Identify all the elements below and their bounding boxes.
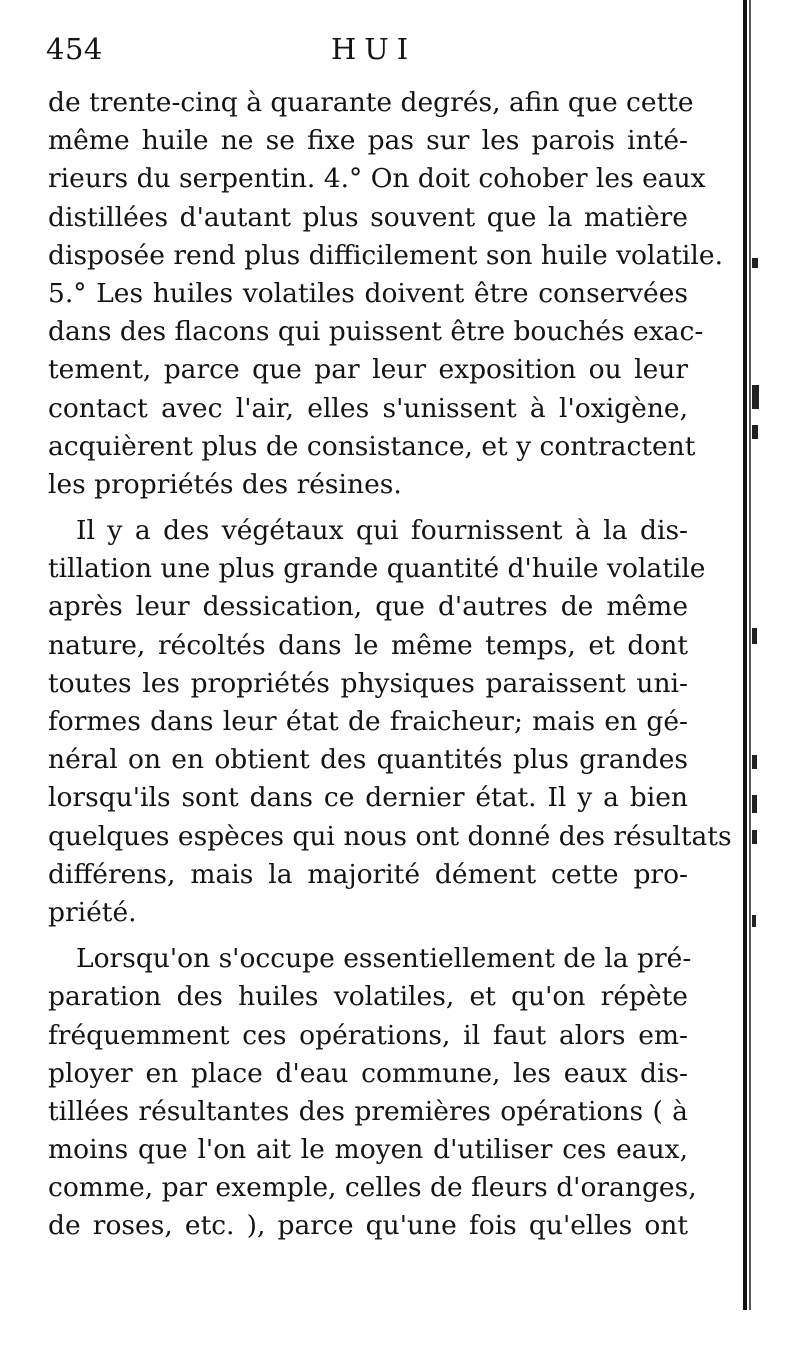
text-line: même huile ne se fixe pas sur les parois inté- xyxy=(48,125,688,157)
bleed-through-mark xyxy=(752,795,757,813)
text-line: distillées d'autant plus souvent que la matière xyxy=(48,201,688,233)
text-line: néral on en obtient des quantités plus grandes xyxy=(48,744,688,776)
bleed-through-mark xyxy=(752,628,757,644)
text-line: rieurs du serpentin. 4.° On doit cohober les eaux xyxy=(48,163,706,195)
text-line: comme, par exemple, celles de fleurs d'oranges, xyxy=(48,1172,697,1204)
text-line: nature, récoltés dans le même temps, et dont xyxy=(48,629,688,661)
text-line: fréquemment ces opérations, il faut alors em- xyxy=(48,1019,688,1051)
bleed-through-mark xyxy=(752,425,758,439)
running-head: HUI xyxy=(331,32,417,66)
bleed-through-mark xyxy=(752,830,757,844)
bleed-through-mark xyxy=(752,915,756,927)
text-line: contact avec l'air, elles s'unissent à l'oxigène, xyxy=(48,392,688,424)
text-line: de trente-cinq à quarante degrés, afin que cette xyxy=(48,87,694,118)
text-line: les propriétés des résines. xyxy=(48,468,402,500)
text-line: ployer en place d'eau commune, les eaux dis- xyxy=(48,1057,688,1089)
text-line: tement, parce que par leur exposition ou leur xyxy=(48,354,688,386)
paragraph-2 xyxy=(48,512,732,932)
text-line: lorsqu'ils sont dans ce dernier état. Il y a bien xyxy=(48,782,688,814)
text-line: 5.° Les huiles volatiles doivent être conservées xyxy=(48,277,688,309)
text-line: dans des flacons qui puissent être bouchés exac- xyxy=(48,316,704,348)
page-header xyxy=(46,32,686,72)
body-text xyxy=(48,84,732,1246)
text-line: tillation une plus grande quantité d'huile volatile xyxy=(48,553,706,585)
text-line: paration des huiles volatiles, et qu'on répète xyxy=(48,981,688,1013)
text-line: toutes les propriétés physiques paraissent uni- xyxy=(48,667,688,699)
bleed-through-mark xyxy=(752,385,759,409)
text-line: moins que l'on ait le moyen d'utiliser ces eaux, xyxy=(48,1134,688,1166)
bleed-through-mark xyxy=(752,755,757,769)
text-line: priété. xyxy=(48,896,137,928)
paragraph-1 xyxy=(48,84,723,504)
text-line: après leur dessication, que d'autres de même xyxy=(48,591,688,623)
text-line: Il y a des végétaux qui fournissent à la dis- xyxy=(76,515,688,547)
text-line: quelques espèces qui nous ont donné des résultats xyxy=(48,820,732,852)
page-number: 454 xyxy=(46,32,103,66)
text-line: Lorsqu'on s'occupe essentiellement de la pré- xyxy=(76,943,692,975)
text-line: formes dans leur état de fraicheur; mais en gé- xyxy=(48,706,688,737)
paragraph-3 xyxy=(48,940,697,1246)
text-line: différens, mais la majorité dément cette pro- xyxy=(48,858,688,890)
text-line: acquièrent plus de consistance, et y contractent xyxy=(48,430,696,462)
binding-edge-inner xyxy=(749,0,751,1310)
bleed-through-mark xyxy=(752,258,758,268)
binding-edge xyxy=(743,0,747,1310)
text-line: tillées résultantes des premières opérations ( à xyxy=(48,1095,688,1127)
text-line: disposée rend plus difficilement son huile volatile. xyxy=(48,239,723,271)
text-line: de roses, etc. ), parce qu'une fois qu'elles ont xyxy=(48,1210,688,1242)
